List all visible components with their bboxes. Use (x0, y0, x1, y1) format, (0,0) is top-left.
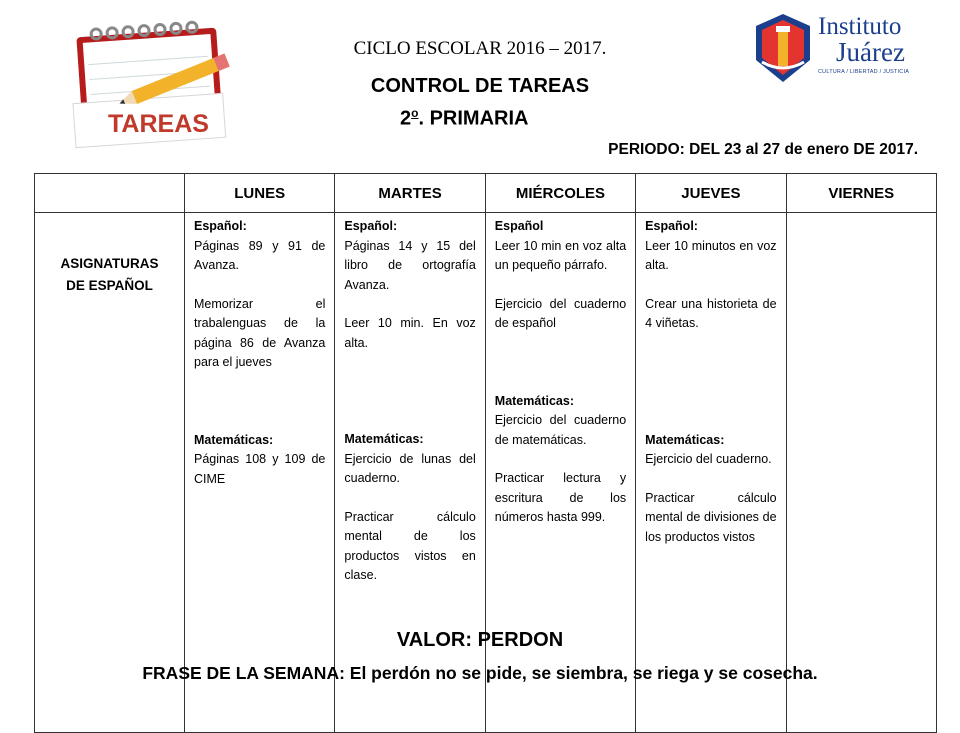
task-text: Ejercicio de lunas del cuaderno. (344, 451, 476, 485)
task-text: Leer 10 minutos en voz alta. (645, 238, 777, 272)
grade-text: . PRIMARIA (418, 107, 529, 130)
grade-ordinal: o (411, 106, 419, 120)
subject-title: Español (494, 219, 544, 233)
task-text: Leer 10 min. En voz alta. (344, 316, 476, 350)
day-header-martes: MARTES (335, 174, 485, 213)
subject-title: Matemáticas: (645, 432, 725, 447)
day-header-jueves: JUEVES (636, 174, 786, 213)
tareas-logo-text: TAREAS (108, 110, 209, 138)
task-text: Leer 10 min en voz alta un pequeño párrafo. (494, 238, 627, 272)
day-header-miercoles: MIÉRCOLES (485, 174, 635, 213)
row-label-line2: DE ESPAÑOL (66, 277, 153, 293)
cell-lunes (185, 213, 335, 733)
task-text: Practicar cálculo mental de divisiones de los productos vistos (645, 490, 777, 544)
task-text: Ejercicio del cuaderno de español (494, 296, 627, 330)
subject-title: Matemáticas: (194, 432, 274, 447)
task-text: Practicar lectura y escritura de los números hasta 999. (494, 471, 627, 524)
subject-title: Matemáticas: (494, 393, 574, 408)
subject-title: Español: (344, 219, 398, 233)
page-title: CONTROL DE TAREAS (370, 75, 590, 97)
row-label-line1: ASIGNATURAS (60, 255, 159, 271)
day-header-viernes: VIERNES (786, 174, 936, 213)
institute-name-line2: Juárez (836, 37, 905, 67)
subject-title: Español: (194, 219, 247, 233)
cell-martes (335, 213, 485, 733)
value-of-week: VALOR: PERDON (396, 629, 564, 651)
grade-heading (400, 106, 528, 131)
cell-viernes (786, 213, 936, 733)
subject-title: Español: (645, 219, 698, 233)
table-header-row (35, 174, 937, 213)
task-text: Memorizar el trabalenguas de la página 86 de Avanza para el jueves (194, 296, 326, 369)
task-text: Páginas 14 y 15 del libro de ortografía Avanza. (344, 238, 476, 292)
task-text: Practicar cálculo mental de los productos vistos en clase. (344, 509, 476, 582)
day-header-lunes: LUNES (185, 174, 335, 213)
subject-title: Matemáticas: (344, 432, 424, 446)
row-label (35, 213, 185, 733)
cell-miercoles (485, 213, 635, 733)
task-text: Páginas 89 y 91 de Avanza. (194, 238, 326, 272)
task-text: Crear una historieta de 4 viñetas. (645, 296, 777, 330)
institute-tagline: CULTURA / LIBERTAD / JUSTICIA (818, 69, 910, 75)
school-year-heading: CICLO ESCOLAR 2016 – 2017. (353, 38, 607, 59)
cell-jueves (636, 213, 786, 733)
task-text: Ejercicio del cuaderno. (645, 452, 772, 466)
period-label: PERIODO: DEL 23 al 27 de enero DE 2017. (608, 141, 918, 158)
grade-number: 2 (400, 107, 412, 130)
task-text: Ejercicio del cuaderno de matemáticas. (494, 413, 627, 447)
phrase-of-week: FRASE DE LA SEMANA: El perdón no se pide, se siembra, se riega y se cosecha. (142, 663, 818, 683)
task-text: Páginas 108 y 109 de CIME (194, 452, 326, 486)
institute-name-line1: Instituto (818, 13, 902, 40)
corner-cell (35, 174, 185, 213)
table-row (35, 213, 937, 733)
